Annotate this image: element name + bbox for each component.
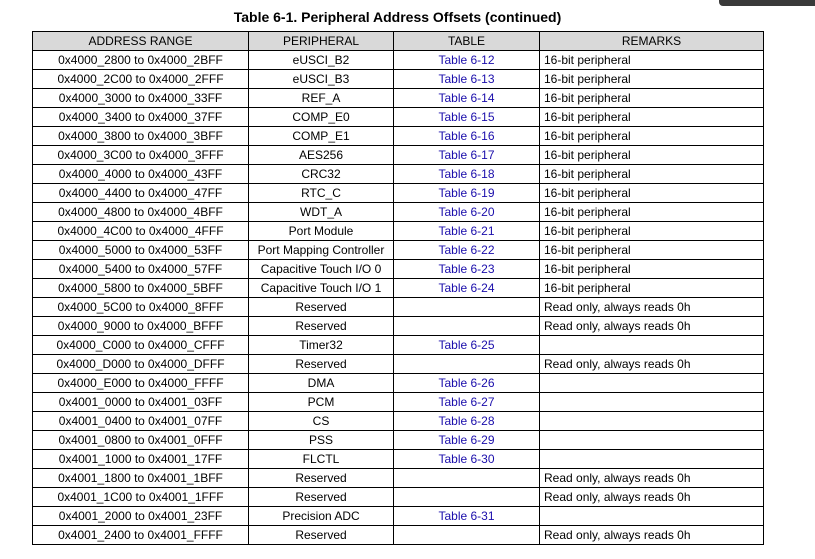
- address-range-cell: 0x4001_1C00 to 0x4001_1FFF: [33, 488, 249, 507]
- remarks-cell: 16-bit peripheral: [540, 203, 764, 222]
- remarks-cell: 16-bit peripheral: [540, 279, 764, 298]
- table-ref-cell: [394, 526, 540, 545]
- table-row: [33, 70, 764, 89]
- peripheral-cell: Reserved: [249, 526, 394, 545]
- table-ref-cell: [394, 108, 540, 127]
- table-row: [33, 431, 764, 450]
- table-row: [33, 51, 764, 70]
- remarks-cell: Read only, always reads 0h: [540, 355, 764, 374]
- remarks-cell: Read only, always reads 0h: [540, 488, 764, 507]
- table-title: Table 6-1. Peripheral Address Offsets (continued): [233, 9, 562, 25]
- table-ref-cell: [394, 184, 540, 203]
- table-reference-link[interactable]: Table 6-18: [438, 167, 495, 181]
- address-range-cell: 0x4000_5000 to 0x4000_53FF: [33, 241, 249, 260]
- table-row: [33, 336, 764, 355]
- table-reference-link[interactable]: Table 6-25: [438, 338, 495, 352]
- peripheral-cell: Timer32: [249, 336, 394, 355]
- table-row: [33, 203, 764, 222]
- table-reference-link[interactable]: Table 6-15: [438, 110, 495, 124]
- peripheral-address-table: [32, 31, 764, 545]
- remarks-cell: 16-bit peripheral: [540, 89, 764, 108]
- table-row: [33, 127, 764, 146]
- remarks-cell: 16-bit peripheral: [540, 241, 764, 260]
- peripheral-cell: PCM: [249, 393, 394, 412]
- address-range-cell: 0x4000_4000 to 0x4000_43FF: [33, 165, 249, 184]
- address-range-cell: 0x4000_3000 to 0x4000_33FF: [33, 89, 249, 108]
- table-row: [33, 412, 764, 431]
- table-row: [33, 450, 764, 469]
- peripheral-cell: RTC_C: [249, 184, 394, 203]
- table-row: [33, 279, 764, 298]
- address-range-cell: 0x4001_0000 to 0x4001_03FF: [33, 393, 249, 412]
- table-row: [33, 165, 764, 184]
- address-range-cell: 0x4000_5400 to 0x4000_57FF: [33, 260, 249, 279]
- address-range-cell: 0x4001_1800 to 0x4001_1BFF: [33, 469, 249, 488]
- table-reference-link[interactable]: Table 6-29: [438, 433, 495, 447]
- address-range-cell: 0x4001_1000 to 0x4001_17FF: [33, 450, 249, 469]
- table-row: [33, 89, 764, 108]
- remarks-cell: [540, 507, 764, 526]
- table-reference-link[interactable]: Table 6-21: [438, 224, 495, 238]
- table-reference-link[interactable]: Table 6-26: [438, 376, 495, 390]
- table-reference-link[interactable]: Table 6-28: [438, 414, 495, 428]
- peripheral-cell: COMP_E1: [249, 127, 394, 146]
- peripheral-cell: DMA: [249, 374, 394, 393]
- table-ref-cell: [394, 241, 540, 260]
- peripheral-cell: Precision ADC: [249, 507, 394, 526]
- remarks-cell: 16-bit peripheral: [540, 146, 764, 165]
- table-reference-link[interactable]: Table 6-17: [438, 148, 495, 162]
- address-range-cell: 0x4000_4800 to 0x4000_4BFF: [33, 203, 249, 222]
- remarks-cell: [540, 412, 764, 431]
- remarks-cell: 16-bit peripheral: [540, 260, 764, 279]
- peripheral-cell: COMP_E0: [249, 108, 394, 127]
- table-ref-cell: [394, 336, 540, 355]
- peripheral-cell: eUSCI_B3: [249, 70, 394, 89]
- remarks-cell: Read only, always reads 0h: [540, 298, 764, 317]
- address-range-cell: 0x4000_3400 to 0x4000_37FF: [33, 108, 249, 127]
- peripheral-cell: Capacitive Touch I/O 1: [249, 279, 394, 298]
- column-header-remarks: REMARKS: [540, 32, 764, 51]
- address-range-cell: 0x4000_2C00 to 0x4000_2FFF: [33, 70, 249, 89]
- remarks-cell: [540, 374, 764, 393]
- table-reference-link[interactable]: Table 6-19: [438, 186, 495, 200]
- table-ref-cell: [394, 488, 540, 507]
- peripheral-cell: PSS: [249, 431, 394, 450]
- peripheral-cell: AES256: [249, 146, 394, 165]
- remarks-cell: [540, 431, 764, 450]
- table-reference-link[interactable]: Table 6-31: [438, 509, 495, 523]
- remarks-cell: 16-bit peripheral: [540, 51, 764, 70]
- table-row: [33, 298, 764, 317]
- table-row: [33, 526, 764, 545]
- table-ref-cell: [394, 317, 540, 336]
- address-range-cell: 0x4000_2800 to 0x4000_2BFF: [33, 51, 249, 70]
- column-header-peripheral: PERIPHERAL: [249, 32, 394, 51]
- table-reference-link[interactable]: Table 6-14: [438, 91, 495, 105]
- table-reference-link[interactable]: Table 6-30: [438, 452, 495, 466]
- table-ref-cell: [394, 355, 540, 374]
- table-row: [33, 374, 764, 393]
- remarks-cell: 16-bit peripheral: [540, 165, 764, 184]
- table-ref-cell: [394, 431, 540, 450]
- table-row: [33, 222, 764, 241]
- address-range-cell: 0x4000_C000 to 0x4000_CFFF: [33, 336, 249, 355]
- table-body: [33, 51, 764, 545]
- window-corner-tab: [719, 0, 815, 6]
- address-range-cell: 0x4001_2000 to 0x4001_23FF: [33, 507, 249, 526]
- table-row: [33, 146, 764, 165]
- address-range-cell: 0x4000_3800 to 0x4000_3BFF: [33, 127, 249, 146]
- address-range-cell: 0x4000_3C00 to 0x4000_3FFF: [33, 146, 249, 165]
- remarks-cell: 16-bit peripheral: [540, 222, 764, 241]
- address-range-cell: 0x4001_0800 to 0x4001_0FFF: [33, 431, 249, 450]
- address-range-cell: 0x4000_4C00 to 0x4000_4FFF: [33, 222, 249, 241]
- address-range-cell: 0x4000_5C00 to 0x4000_8FFF: [33, 298, 249, 317]
- peripheral-cell: WDT_A: [249, 203, 394, 222]
- table-ref-cell: [394, 165, 540, 184]
- peripheral-cell: Capacitive Touch I/O 0: [249, 260, 394, 279]
- remarks-cell: 16-bit peripheral: [540, 127, 764, 146]
- table-ref-cell: [394, 222, 540, 241]
- address-range-cell: 0x4000_E000 to 0x4000_FFFF: [33, 374, 249, 393]
- peripheral-cell: Reserved: [249, 298, 394, 317]
- table-row: [33, 469, 764, 488]
- table-ref-cell: [394, 298, 540, 317]
- remarks-cell: [540, 336, 764, 355]
- table-ref-cell: [394, 89, 540, 108]
- table-row: [33, 241, 764, 260]
- remarks-cell: [540, 450, 764, 469]
- table-row: [33, 507, 764, 526]
- peripheral-cell: Port Mapping Controller: [249, 241, 394, 260]
- remarks-cell: 16-bit peripheral: [540, 184, 764, 203]
- address-range-cell: 0x4000_4400 to 0x4000_47FF: [33, 184, 249, 203]
- peripheral-cell: Reserved: [249, 488, 394, 507]
- remarks-cell: 16-bit peripheral: [540, 108, 764, 127]
- remarks-cell: Read only, always reads 0h: [540, 317, 764, 336]
- column-header-table: TABLE: [394, 32, 540, 51]
- table-ref-cell: [394, 279, 540, 298]
- remarks-cell: Read only, always reads 0h: [540, 526, 764, 545]
- peripheral-cell: CS: [249, 412, 394, 431]
- remarks-cell: Read only, always reads 0h: [540, 469, 764, 488]
- table-reference-link[interactable]: Table 6-24: [438, 281, 495, 295]
- table-row: [33, 317, 764, 336]
- table-ref-cell: [394, 51, 540, 70]
- peripheral-cell: Reserved: [249, 469, 394, 488]
- table-ref-cell: [394, 146, 540, 165]
- table-ref-cell: [394, 374, 540, 393]
- column-header-address-range: ADDRESS RANGE: [33, 32, 249, 51]
- table-ref-cell: [394, 127, 540, 146]
- table-ref-cell: [394, 393, 540, 412]
- peripheral-cell: Reserved: [249, 317, 394, 336]
- table-row: [33, 108, 764, 127]
- table-reference-link[interactable]: Table 6-20: [438, 205, 495, 219]
- table-reference-link[interactable]: Table 6-16: [438, 129, 495, 143]
- table-row: [33, 355, 764, 374]
- peripheral-cell: CRC32: [249, 165, 394, 184]
- peripheral-cell: FLCTL: [249, 450, 394, 469]
- table-reference-link[interactable]: Table 6-23: [438, 262, 495, 276]
- table-ref-cell: [394, 507, 540, 526]
- table-ref-cell: [394, 412, 540, 431]
- table-row: [33, 488, 764, 507]
- table-ref-cell: [394, 260, 540, 279]
- peripheral-cell: eUSCI_B2: [249, 51, 394, 70]
- remarks-cell: [540, 393, 764, 412]
- address-range-cell: 0x4000_9000 to 0x4000_BFFF: [33, 317, 249, 336]
- peripheral-cell: Port Module: [249, 222, 394, 241]
- table-row: [33, 184, 764, 203]
- table-ref-cell: [394, 469, 540, 488]
- table-ref-cell: [394, 203, 540, 222]
- table-row: [33, 260, 764, 279]
- address-range-cell: 0x4001_2400 to 0x4001_FFFF: [33, 526, 249, 545]
- table-reference-link[interactable]: Table 6-12: [438, 53, 495, 67]
- address-range-cell: 0x4000_5800 to 0x4000_5BFF: [33, 279, 249, 298]
- table-ref-cell: [394, 70, 540, 89]
- header-row: [33, 32, 764, 51]
- address-range-cell: 0x4001_0400 to 0x4001_07FF: [33, 412, 249, 431]
- table-ref-cell: [394, 450, 540, 469]
- table-reference-link[interactable]: Table 6-22: [438, 243, 495, 257]
- table-row: [33, 393, 764, 412]
- remarks-cell: 16-bit peripheral: [540, 70, 764, 89]
- table-reference-link[interactable]: Table 6-13: [438, 72, 495, 86]
- address-range-cell: 0x4000_D000 to 0x4000_DFFF: [33, 355, 249, 374]
- peripheral-cell: REF_A: [249, 89, 394, 108]
- peripheral-cell: Reserved: [249, 355, 394, 374]
- table-reference-link[interactable]: Table 6-27: [438, 395, 495, 409]
